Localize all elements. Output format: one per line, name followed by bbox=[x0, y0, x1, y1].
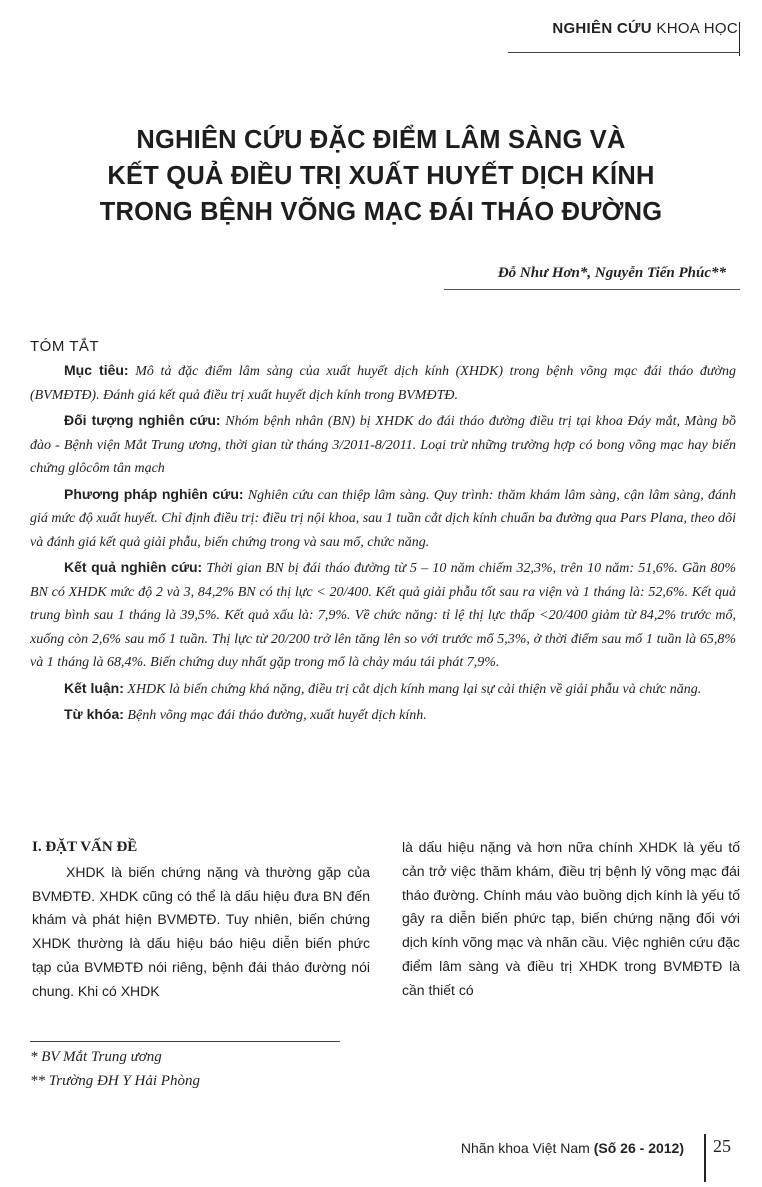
intro-text-left: XHDK là biến chứng nặng và thường gặp của BVMĐTĐ. XHDK cũng có thể là dấu hiệu đưa BN đến khám và phát hiện BVMĐTĐ. Tuy nhiên, biến chứng XHDK thường là dấu hiệu báo hiệu diễn biến phức tạp của BVMĐTĐ nói riêng, bệnh đái tháo đường nói chung. Khi có XHDK bbox=[32, 863, 370, 999]
section-heading-intro: I. ĐẶT VẤN ĐỀ bbox=[32, 839, 138, 855]
journal-name: Nhãn khoa Việt Nam bbox=[460, 1140, 590, 1156]
header-underline bbox=[508, 52, 740, 53]
footnote-1: * BV Mắt Trung ương bbox=[30, 1049, 162, 1065]
methods-text: Nghiên cứu can thiệp lâm sàng. Quy trình: thăm khám lâm sàng, cận lâm sàng, đánh giá mức độ xuất huyết. Chỉ định điều trị: điều trị nội khoa, sau 1 tuần cắt dịch kính chuẩn ba đường qua Pars Plana, theo dõi và đánh giá kết quả giải phẫu, biến chứng trong và sau mổ, chức năng. bbox=[30, 487, 737, 550]
abstract-conclusion bbox=[30, 677, 736, 702]
keywords-text: Bệnh võng mạc đái tháo đường, xuất huyết dịch kính. bbox=[127, 708, 427, 723]
abstract-results bbox=[30, 556, 736, 675]
methods-label: Phương pháp nghiên cứu: bbox=[64, 485, 244, 502]
header-vertical-rule bbox=[739, 22, 741, 56]
abstract-objective bbox=[30, 359, 736, 407]
authors-rule bbox=[444, 289, 740, 290]
title-line-3: TRONG BỆNH VÕNG MẠC ĐÁI THÁO ĐƯỜNG bbox=[99, 198, 663, 226]
article-title bbox=[60, 122, 702, 230]
results-label: Kết quả nghiên cứu: bbox=[64, 559, 203, 575]
body-column-left bbox=[32, 836, 370, 1004]
footer-vertical-rule bbox=[704, 1134, 706, 1182]
objective-text: Mô tả đặc điểm lâm sàng của xuất huyết dịch kính (XHDK) trong bệnh võng mạc đái tháo đường (BVMĐTĐ). Đánh giá kết quả điều trị xuất huyết dịch kính trong BVMĐTĐ. bbox=[30, 364, 736, 403]
page-number: 25 bbox=[713, 1136, 731, 1156]
keywords-label: Từ khóa: bbox=[64, 706, 124, 722]
body-column-right bbox=[402, 836, 740, 1003]
title-line-1: NGHIÊN CỨU ĐẶC ĐIỂM LÂM SÀNG VÀ bbox=[136, 126, 626, 154]
abstract bbox=[30, 338, 736, 730]
intro-text-right: là dấu hiệu nặng và hơn nữa chính XHDK là yếu tố cản trở việc thăm khám, điều trị bệnh lý võng mạc đái tháo đường. Chính máu vào buồng dịch kính là yếu tố gây ra diễn biến phức tạp, biến chứng nặng đối với dịch kính võng mạc và nhãn cầu. Việc nghiên cứu đặc điểm lâm sàng và điều trị XHDK trong BVMĐTĐ là cần thiết có bbox=[402, 839, 740, 998]
header-section-bold: NGHIÊN CỨU bbox=[552, 20, 652, 37]
footnote-2: ** Trường ĐH Y Hải Phòng bbox=[30, 1073, 200, 1089]
abstract-keywords bbox=[30, 703, 736, 728]
abstract-heading: TÓM TẮT bbox=[30, 338, 100, 355]
abstract-subjects bbox=[30, 409, 736, 481]
running-header bbox=[552, 20, 738, 37]
abstract-methods bbox=[30, 483, 736, 555]
journal-issue: (Số 26 - 2012) bbox=[593, 1140, 684, 1156]
footnote-rule bbox=[30, 1041, 340, 1042]
subjects-label: Đối tượng nghiên cứu: bbox=[64, 412, 221, 428]
authors: Đỗ Như Hơn*, Nguyễn Tiến Phúc** bbox=[497, 265, 726, 281]
journal-footer bbox=[461, 1140, 684, 1156]
header-section-rest: KHOA HỌC bbox=[656, 20, 738, 37]
conclusion-text: XHDK là biến chứng khá nặng, điều trị cắt dịch kính mang lại sự cải thiện về giải phẫu và chức năng. bbox=[127, 681, 702, 697]
title-line-2: KẾT QUẢ ĐIỀU TRỊ XUẤT HUYẾT DỊCH KÍNH bbox=[107, 162, 655, 190]
subjects-text: Nhóm bệnh nhân (BN) bị XHDK do đái tháo đường điều trị tại khoa Đáy mắt, Màng bồ đào - Bệnh viện Mắt Trung ương, thời gian từ tháng 3/2011-8/2011. Loại trừ những trường hợp có bong võng mạc hay biến chứng glôcôm tân mạch bbox=[30, 414, 737, 476]
conclusion-label: Kết luận: bbox=[64, 679, 124, 696]
footnotes bbox=[30, 1045, 200, 1093]
objective-label: Mục tiêu: bbox=[64, 362, 129, 378]
results-text: Thời gian BN bị đái tháo đường từ 5 – 10 năm chiếm 32,3%, trên 10 năm: 51,6%. Gần 80% BN có XHDK mức độ 2 và 3, 84,2% BN có thị lực < 20/400. Kết quả giải phẫu tốt sau ra viện và 1 tháng là: 52,6%. Kết quả trung bình sau 1 tháng là 39,5%. Kết quả xấu là: 7,9%. Về chức năng: tỉ lệ thị lực thấp <20/400 giảm từ 84,2% trước mổ, xuống còn 2,6% sau mổ 1 tuần. Thị lực từ 20/200 trở lên tăng lên so với trước mổ 5,3%, ở thời điểm sau mổ 1 tuần là 65,8% và 1 tháng là 68,4%. Biến chứng duy nhất gặp trong mổ là chảy máu tái phát 7,9%. bbox=[30, 561, 737, 670]
